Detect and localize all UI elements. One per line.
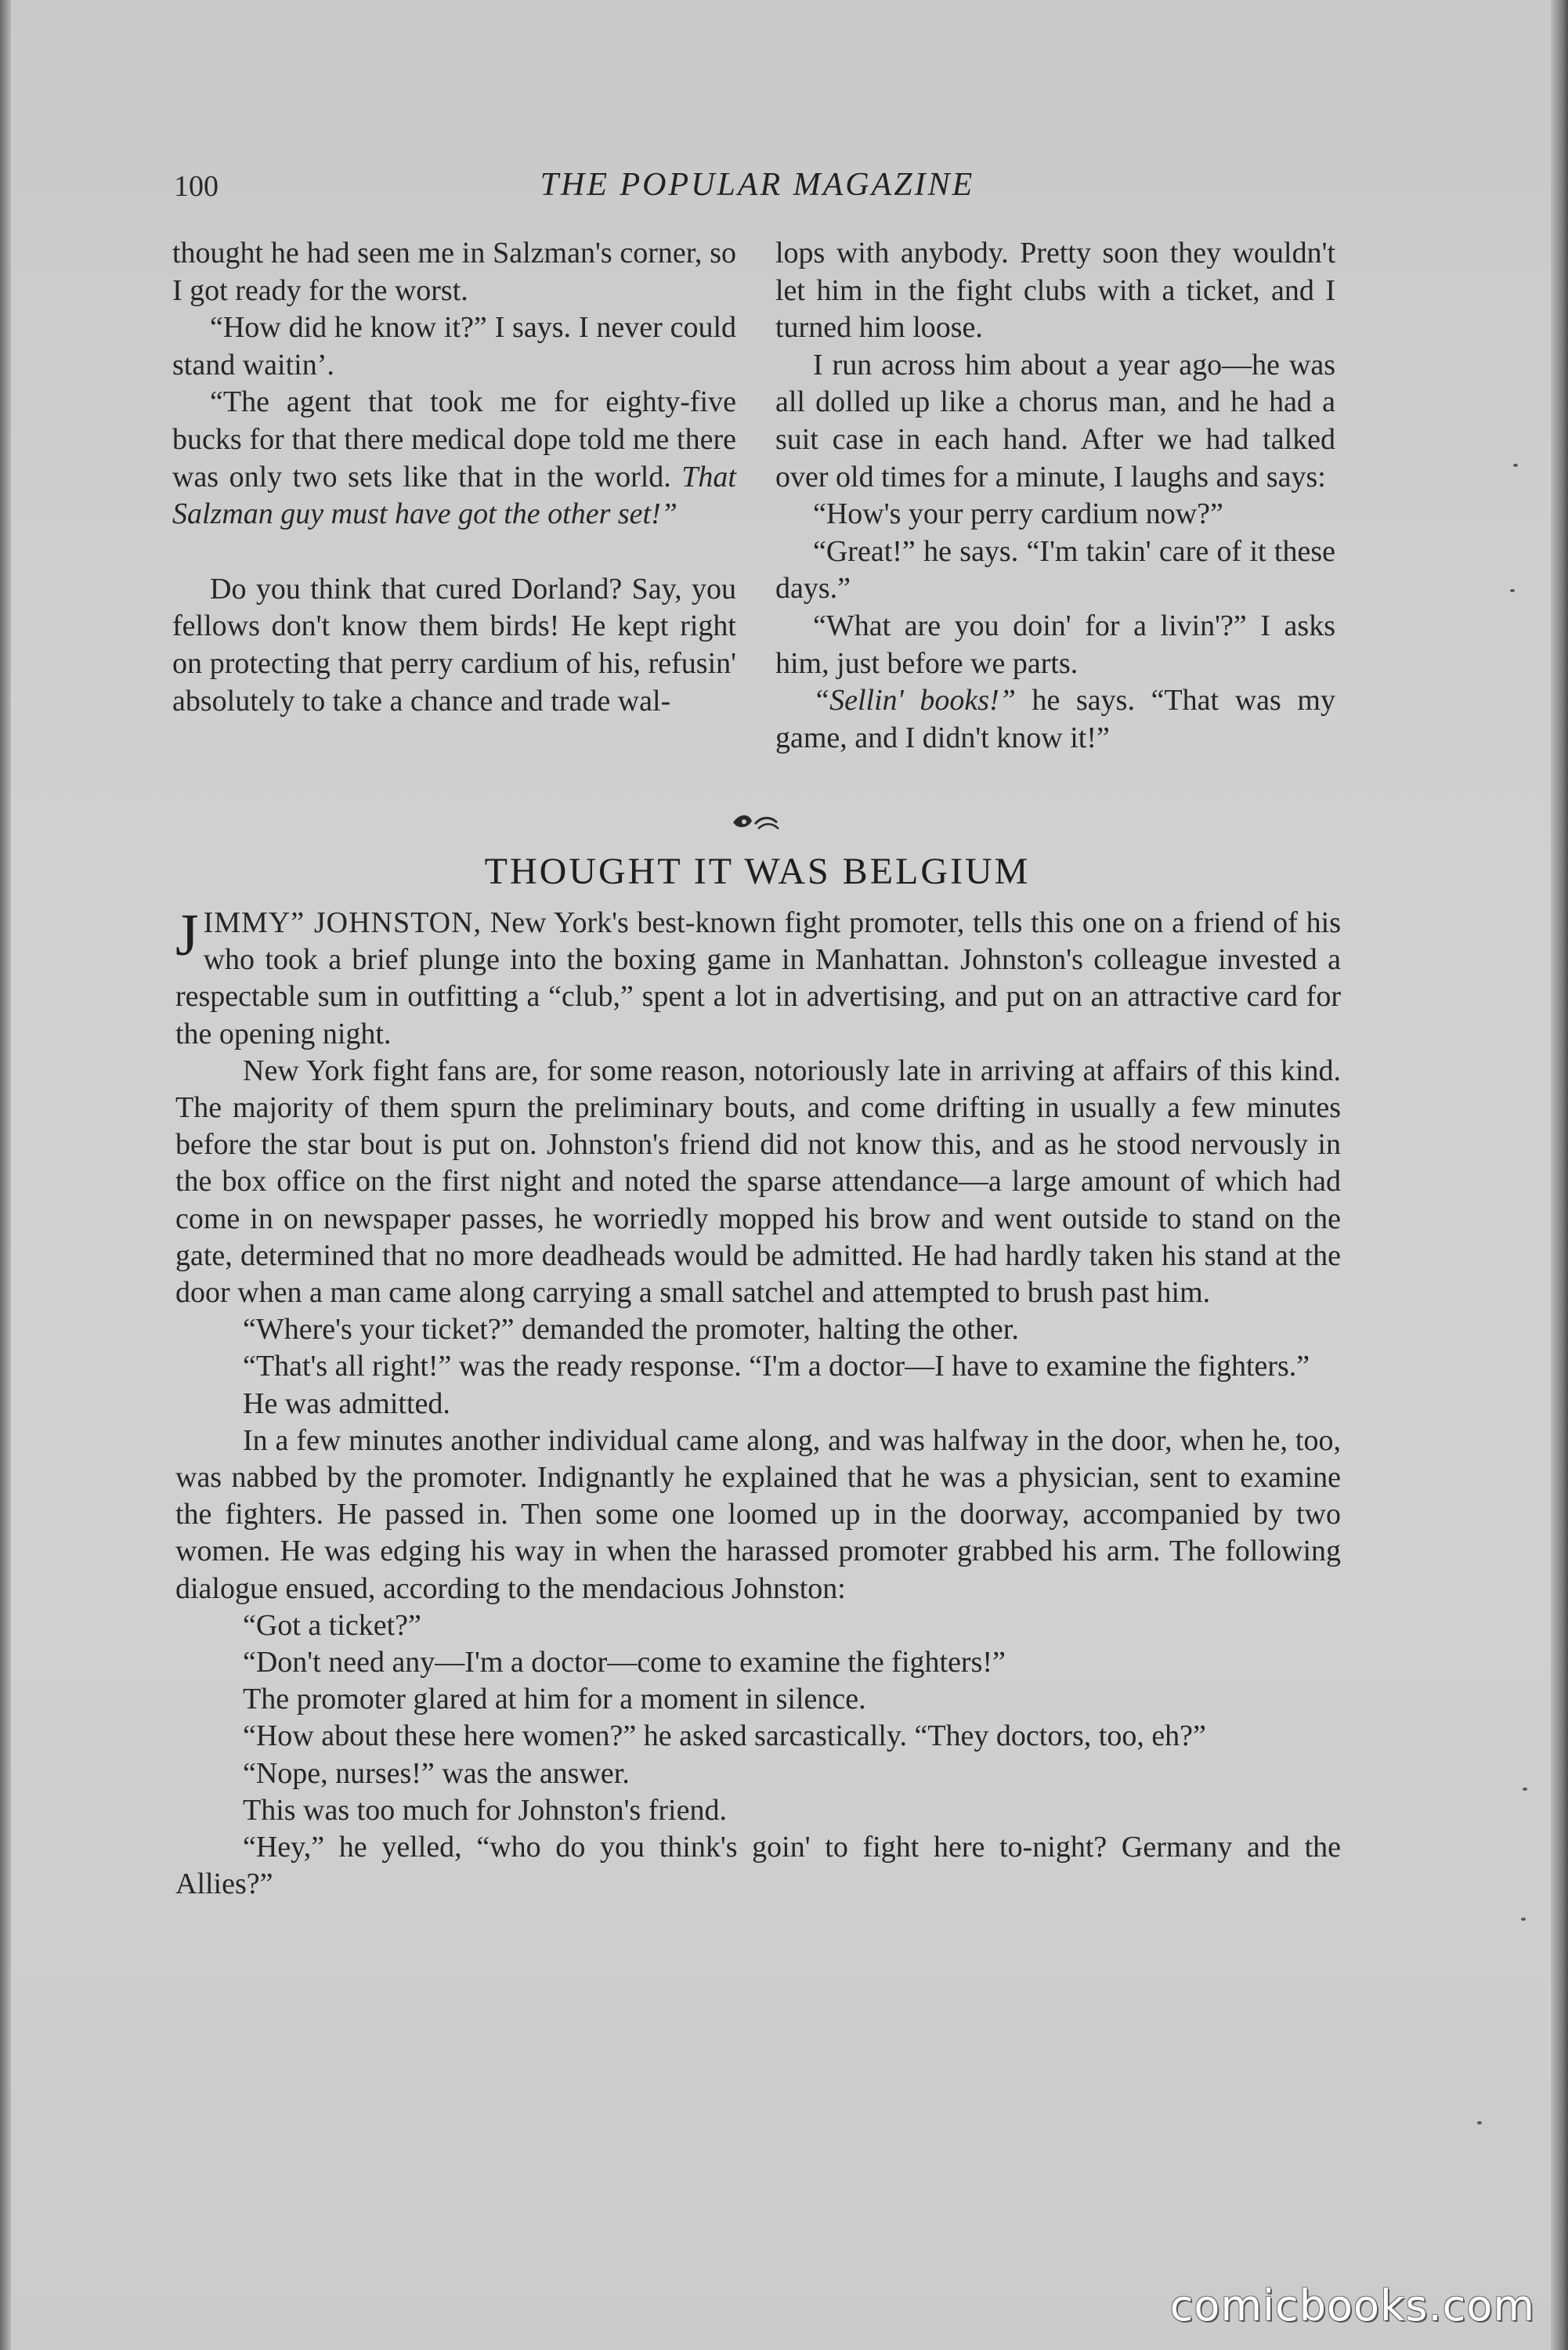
drop-cap: J [175, 902, 199, 968]
right-paragraph-2: I run across him about a year ago—he was all dolled up like a chorus man, and he had a suit case in each hand. After we had talked over old times for a minute, I laughs and says: [775, 348, 1335, 494]
article-paragraph: He was admitted. [243, 1386, 450, 1420]
page-header [174, 166, 1341, 213]
page-speck [1521, 1918, 1526, 1921]
right-paragraph-1: lops with anybody. Pretty soon they wouldn't let him in the fight clubs with a ticket, and I turned him loose. [775, 237, 1335, 345]
article-body [175, 902, 1342, 1903]
article-lead-text: New York's best-known fight promoter, tells this one on a friend of his who took a brief plunge into the boxing game in Manhattan. Johnston's colleague invested a respectable sum in outfitting a “club,” spent a lot in advertising, and put on an attractive card for the opening night. [175, 906, 1342, 1050]
page-edge-right [1551, 0, 1568, 2350]
page-speck [1513, 464, 1518, 467]
article-paragraph: “Hey,” he yelled, “who do you think's goin' to fight here to-night? Germany and the Allies?” [175, 1831, 1341, 1901]
left-paragraph-3-italic: That Salzman guy must have got the other set!” [172, 460, 736, 531]
right-paragraph-4: “Great!” he says. “I'm takin' care of it these days.” [775, 534, 1335, 606]
article-headline: THOUGHT IT WAS BELGIUM [484, 851, 1031, 892]
right-column [775, 235, 1335, 757]
article-paragraph: New York fight fans are, for some reason, notoriously late in arriving at affairs of this kind. The majority of them spurn the preliminary bouts, and come drifting in usually a few minutes before the star bout is put on. Johnston's friend did not know this, and as he stood nervously in the box office on the first night and noted the sparse attendance—a large amount of which had come in on newspaper passes, he worriedly mopped his brow and went outside to stand on the gate, determined that no more deadheads would be admitted. He had hardly taken his stand at the door when a man came along carrying a small satchel and attempted to brush past him. [175, 1054, 1341, 1310]
article-paragraph: In a few minutes another individual came along, and was halfway in the door, when he, too, was nabbed by the promoter. Indignantly he explained that he was a physician, sent to examine the fighters. He passed in. Then some one loomed up in the doorway, accompanied by two women. He was edging his way in when the harassed promoter grabbed his arm. The following dialogue ensued, according to the mendacious Johnston: [175, 1423, 1341, 1605]
left-paragraph-3-text: “The agent that took me for eighty-five bucks for that there medical dope told me there was only two sets like that in the world. [172, 385, 736, 494]
right-paragraph-6-text: he says. “That was my game, and I didn't know it!” [775, 684, 1335, 754]
section-gap [172, 533, 736, 571]
page-speck [1477, 2121, 1482, 2124]
article-paragraph: The promoter glared at him for a moment in silence. [243, 1683, 866, 1716]
page-number: 100 [174, 170, 219, 203]
article-paragraph: “Don't need any—I'm a doctor—come to examine the fighters!” [243, 1646, 1006, 1679]
left-paragraph-3 [172, 384, 736, 533]
page-edge-left [0, 0, 11, 2350]
right-paragraph-6 [775, 682, 1335, 757]
article-paragraph: This was too much for Johnston's friend. [243, 1793, 727, 1827]
article-lead-smallcaps: IMMY” JOHNSTON, [203, 906, 482, 939]
article-paragraph: “Where's your ticket?” demanded the promoter, halting the other. [243, 1313, 1019, 1347]
right-paragraph-3: “How's your perry cardium now?” [813, 497, 1223, 531]
left-paragraph-2: “How did he know it?” I says. I never could stand waitin’. [172, 311, 736, 381]
page-speck [1510, 589, 1515, 592]
site-watermark: comicbooks.com [1169, 2281, 1535, 2330]
right-paragraph-6-italic: “Sellin' books!” [813, 684, 1016, 718]
article-paragraph: “Got a ticket?” [243, 1608, 421, 1642]
article-paragraph: “How about these here women?” he asked sarcastically. “They doctors, too, eh?” [243, 1719, 1206, 1753]
right-paragraph-5: “What are you doin' for a livin'?” I asks him, just before we parts. [775, 609, 1335, 680]
left-column [172, 235, 736, 720]
magazine-title: THE POPULAR MAGAZINE [540, 167, 975, 203]
fleuron-ornament-icon [728, 808, 783, 835]
article-paragraph: “That's all right!” was the ready response. “I'm a doctor—I have to examine the fighters.” [243, 1350, 1310, 1383]
article-paragraph: “Nope, nurses!” was the answer. [243, 1756, 630, 1790]
left-paragraph-1: thought he had seen me in Salzman's corner, so I got ready for the worst. [172, 237, 736, 307]
article-lead-paragraph [175, 902, 1342, 1053]
page-speck [1523, 1788, 1527, 1791]
left-paragraph-4: Do you think that cured Dorland? Say, you fellows don't know them birds! He kept right on protecting that perry cardium of his, refusin' absolutely to take a chance and trade wal- [172, 572, 736, 718]
